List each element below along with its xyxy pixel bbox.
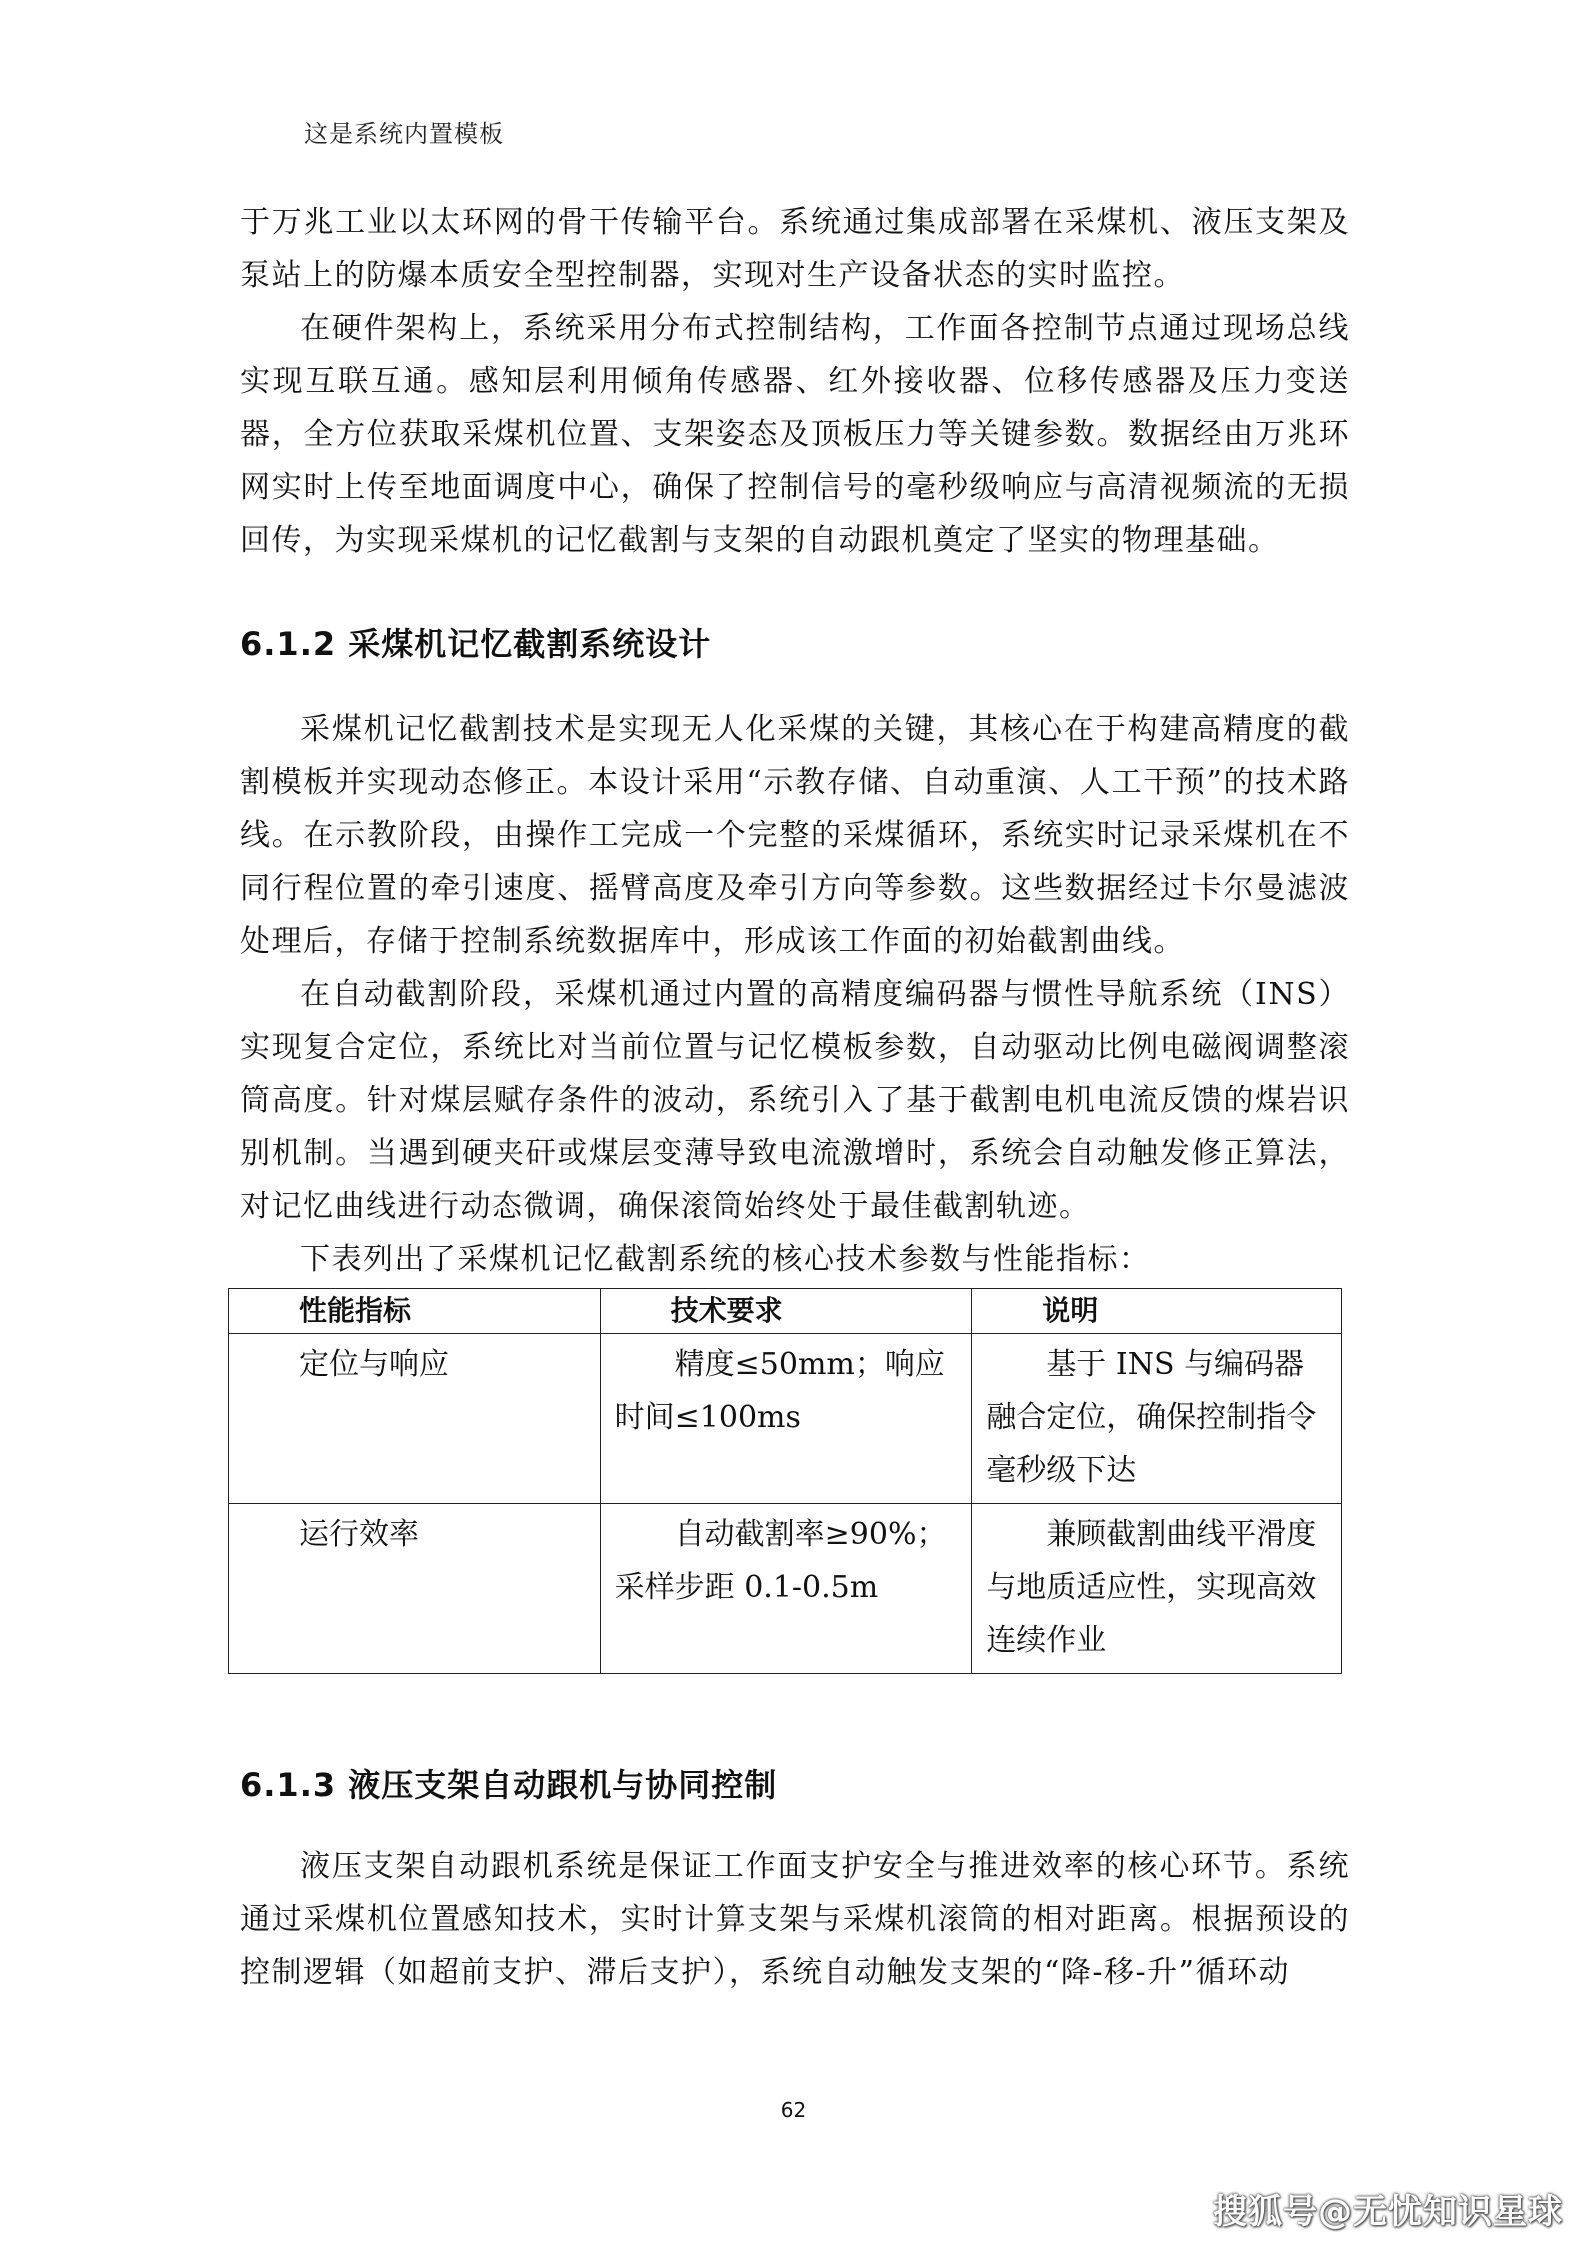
section-6-1-3-paragraph-1: 液压支架自动跟机系统是保证工作面支护安全与推进效率的核心环节。系统通过采煤机位置感知技术，实时计算支架与采煤机滚筒的相对距离。根据预设的控制逻辑（如超前支护、滞后支护），系统自动触发支架的“降-移-升”循环动 xyxy=(240,1849,1350,1990)
section-6-1-2-paragraph-1: 采煤机记忆截割技术是实现无人化采煤的关键，其核心在于构建高精度的截割模板并实现动态修正。本设计采用“示教存储、自动重演、人工干预”的技术路线。在示教阶段，由操作工完成一个完整的采煤循环，系统实时记录采煤机在不同行程位置的牵引速度、摇臂高度及牵引方向等参数。这些数据经过卡尔曼滤波处理后，存储于控制系统数据库中，形成该工作面的初始截割曲线。 xyxy=(240,712,1350,959)
table-row xyxy=(229,1504,1342,1674)
intro-paragraph-1: 于万兆工业以太环网的骨干传输平台。系统通过集成部署在采煤机、液压支架及泵站上的防爆本质安全型控制器，实现对生产设备状态的实时监控。 xyxy=(240,205,1350,293)
table-cell: 定位与响应 xyxy=(229,1334,601,1504)
table-intro-paragraph: 下表列出了采煤机记忆截割系统的核心技术参数与性能指标： xyxy=(300,1242,1151,1277)
table-cell: 自动截割率≥90%；采样步距 0.1-0.5m xyxy=(600,1504,972,1674)
table-cell: 精度≤50mm；响应时间≤100ms xyxy=(600,1334,972,1504)
table-header-row xyxy=(229,1289,1342,1334)
watermark: 搜狐号@无忧知识星球 xyxy=(1213,2192,1563,2232)
table-header-cell: 技术要求 xyxy=(600,1289,972,1334)
table-header-cell: 性能指标 xyxy=(229,1289,601,1334)
spec-table xyxy=(228,1288,1342,1674)
section-heading-6-1-3: 6.1.3 液压支架自动跟机与协同控制 xyxy=(240,1766,778,1804)
intro-paragraph-2: 在硬件架构上，系统采用分布式控制结构，工作面各控制节点通过现场总线实现互联互通。感知层利用倾角传感器、红外接收器、位移传感器及压力变送器，全方位获取采煤机位置、支架姿态及顶板压力等关键参数。数据经由万兆环网实时上传至地面调度中心，确保了控制信号的毫秒级响应与高清视频流的无损回传，为实现采煤机的记忆截割与支架的自动跟机奠定了坚实的物理基础。 xyxy=(240,311,1350,558)
page-number: 62 xyxy=(780,2098,807,2122)
section-6-1-2-paragraph-2: 在自动截割阶段，采煤机通过内置的高精度编码器与惯性导航系统（INS）实现复合定位，系统比对当前位置与记忆模板参数，自动驱动比例电磁阀调整滚筒高度。针对煤层赋存条件的波动，系统引入了基于截割电机电流反馈的煤岩识别机制。当遇到硬夹矸或煤层变薄导致电流激增时，系统会自动触发修正算法，对记忆曲线进行动态微调，确保滚筒始终处于最佳截割轨迹。 xyxy=(240,977,1350,1224)
table-cell: 兼顾截割曲线平滑度与地质适应性，实现高效连续作业 xyxy=(972,1504,1342,1674)
table-row xyxy=(229,1334,1342,1504)
page-header: 这是系统内置模板 xyxy=(304,120,504,148)
document-body xyxy=(240,196,1350,1999)
section-heading-6-1-2: 6.1.2 采煤机记忆截割系统设计 xyxy=(240,625,712,663)
table-header-cell: 说明 xyxy=(972,1289,1342,1334)
table-cell: 运行效率 xyxy=(229,1504,601,1674)
table-cell: 基于 INS 与编码器融合定位，确保控制指令毫秒级下达 xyxy=(972,1334,1342,1504)
